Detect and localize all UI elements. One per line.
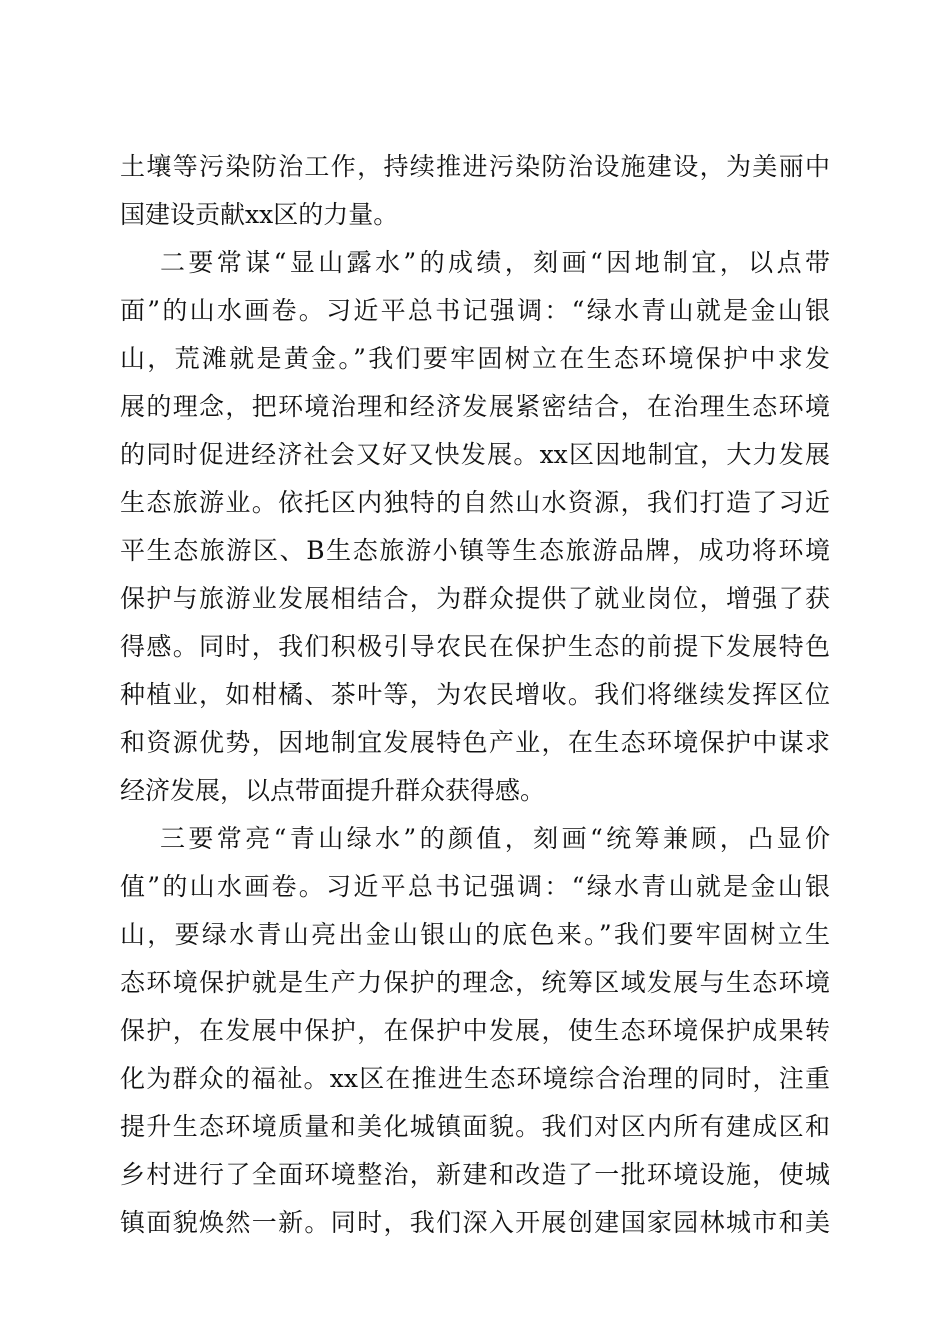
body-text <box>120 143 830 1247</box>
text-line: 和资源优势，因地制宜发展特色产业，在生态环境保护中谋求 <box>120 728 830 757</box>
text-line: 土壤等污染防治工作，持续推进污染防治设施建设，为美丽中 <box>120 152 830 181</box>
text-line: 种植业，如柑橘、茶叶等，为农民增收。我们将继续发挥区位 <box>120 680 830 709</box>
text-line: 保护与旅游业发展相结合，为群众提供了就业岗位，增强了获 <box>120 584 830 613</box>
text-line: 化为群众的福祉。xx区在推进生态环境综合治理的同时，注重 <box>120 1064 830 1093</box>
text-line: 提升生态环境质量和美化城镇面貌。我们对区内所有建成区和 <box>120 1112 830 1141</box>
text-line: 山，要绿水青山亮出金山银山的底色来。”我们要牢固树立生 <box>120 920 830 949</box>
paragraph-start-line: 三要常亮“青山绿水”的颜值，刻画“统筹兼顾，凸显价 <box>160 824 830 853</box>
text-line: 态环境保护就是生产力保护的理念，统筹区域发展与生态环境 <box>120 968 830 997</box>
text-line: 面”的山水画卷。习近平总书记强调：“绿水青山就是金山银 <box>120 296 830 325</box>
text-line: 经济发展，以点带面提升群众获得感。 <box>120 776 546 805</box>
text-line: 得感。同时，我们积极引导农民在保护生态的前提下发展特色 <box>120 632 830 661</box>
text-line: 展的理念，把环境治理和经济发展紧密结合，在治理生态环境 <box>120 392 830 421</box>
text-line: 山，荒滩就是黄金。”我们要牢固树立在生态环境保护中求发 <box>120 344 830 373</box>
text-line: 平生态旅游区、B生态旅游小镇等生态旅游品牌，成功将环境 <box>120 536 830 565</box>
text-line: 的同时促进经济社会又好又快发展。xx区因地制宜，大力发展 <box>120 440 830 469</box>
text-line: 生态旅游业。依托区内独特的自然山水资源，我们打造了习近 <box>120 488 830 517</box>
paragraph-start-line: 二要常谋“显山露水”的成绩，刻画“因地制宜，以点带 <box>160 248 830 277</box>
text-line: 国建设贡献xx区的力量。 <box>120 200 399 229</box>
text-line: 镇面貌焕然一新。同时，我们深入开展创建国家园林城市和美 <box>120 1208 830 1237</box>
text-line: 乡村进行了全面环境整治，新建和改造了一批环境设施，使城 <box>120 1160 830 1189</box>
text-line: 保护，在发展中保护，在保护中发展，使生态环境保护成果转 <box>120 1016 830 1045</box>
text-line: 值”的山水画卷。习近平总书记强调：“绿水青山就是金山银 <box>120 872 830 901</box>
